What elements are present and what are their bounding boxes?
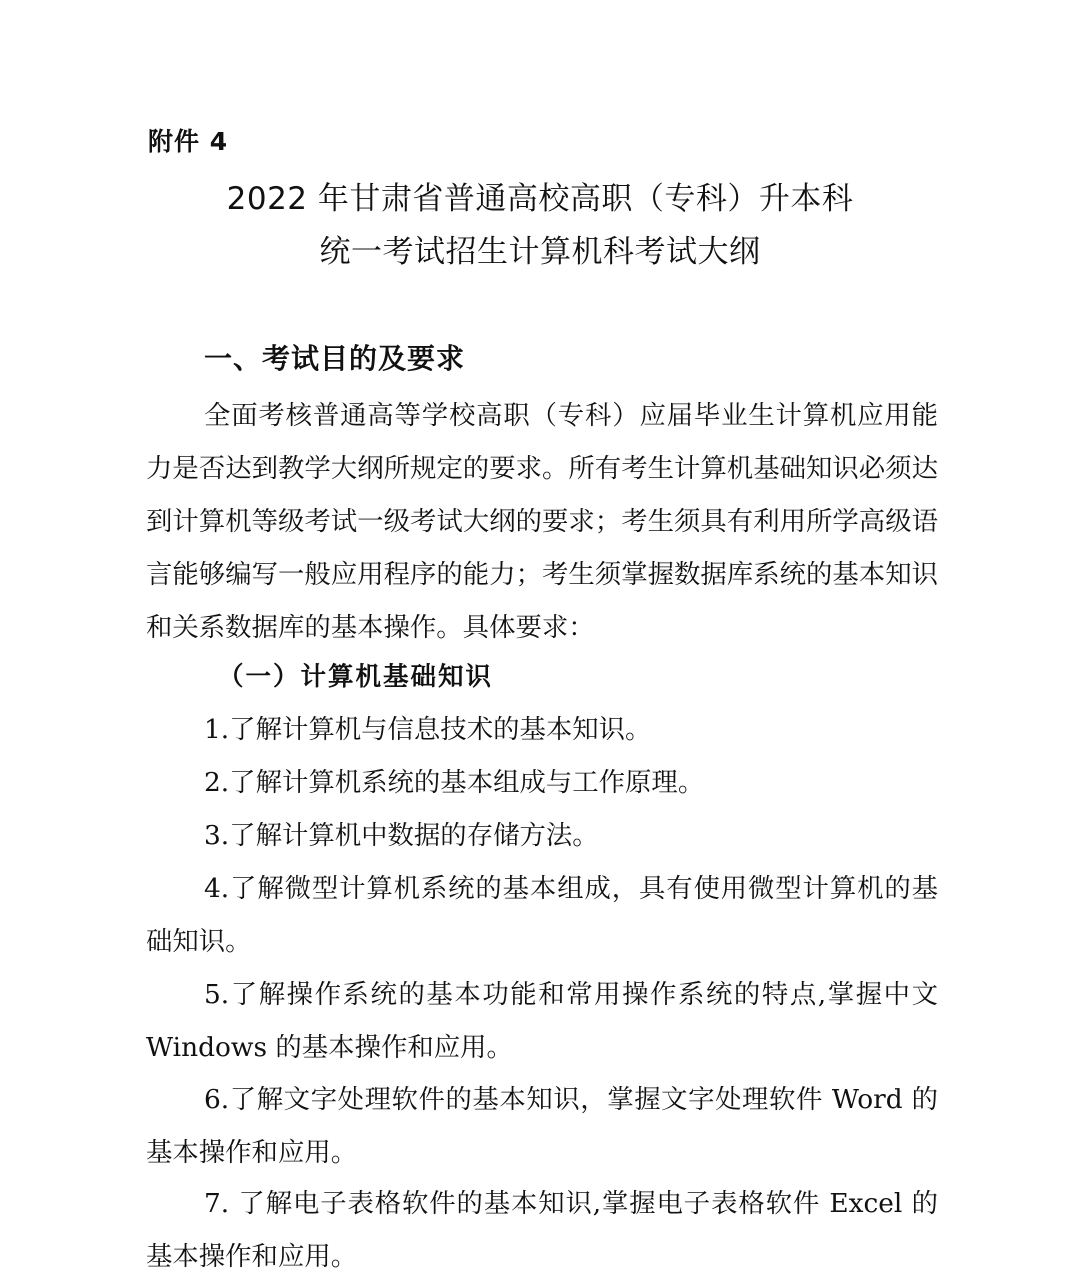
- list-item: 1.了解计算机与信息技术的基本知识。: [204, 714, 652, 745]
- list-item: 2.了解计算机系统的基本组成与工作原理。: [204, 767, 705, 798]
- list-item: 3.了解计算机中数据的存储方法。: [204, 820, 599, 851]
- subsection-heading-computer-basics: （一）计算机基础知识: [218, 662, 494, 692]
- list-item: 4.了解微型计算机系统的基本组成，具有使用微型计算机的基础知识。: [146, 873, 938, 957]
- list-item: 6.了解文字处理软件的基本知识，掌握文字处理软件 Word 的基本操作和应用。: [146, 1084, 938, 1168]
- section-intro-block: [146, 389, 938, 654]
- list-item: 5.了解操作系统的基本功能和常用操作系统的特点,掌握中文 Windows 的基本操作和应用。: [146, 979, 938, 1063]
- section-intro-paragraph: 全面考核普通高等学校高职（专科）应届毕业生计算机应用能力是否达到教学大纲所规定的要求。所有考生计算机基础知识必须达到计算机等级考试一级考试大纲的要求；考生须具有利用所学高级语言能够编写一般应用程序的能力；考生须掌握数据库系统的基本知识和关系数据库的基本操作。具体要求：: [146, 400, 938, 643]
- list-item: 7. 了解电子表格软件的基本知识,掌握电子表格软件 Excel 的基本操作和应用。: [146, 1188, 938, 1272]
- attachment-label: 附件 4: [148, 127, 229, 156]
- document-title-line-1: 2022 年甘肃省普通高校高职（专科）升本科: [226, 181, 854, 217]
- document-title-line-2: 统一考试招生计算机科考试大纲: [319, 234, 761, 270]
- section-heading-exam-purpose: 一、考试目的及要求: [204, 342, 466, 375]
